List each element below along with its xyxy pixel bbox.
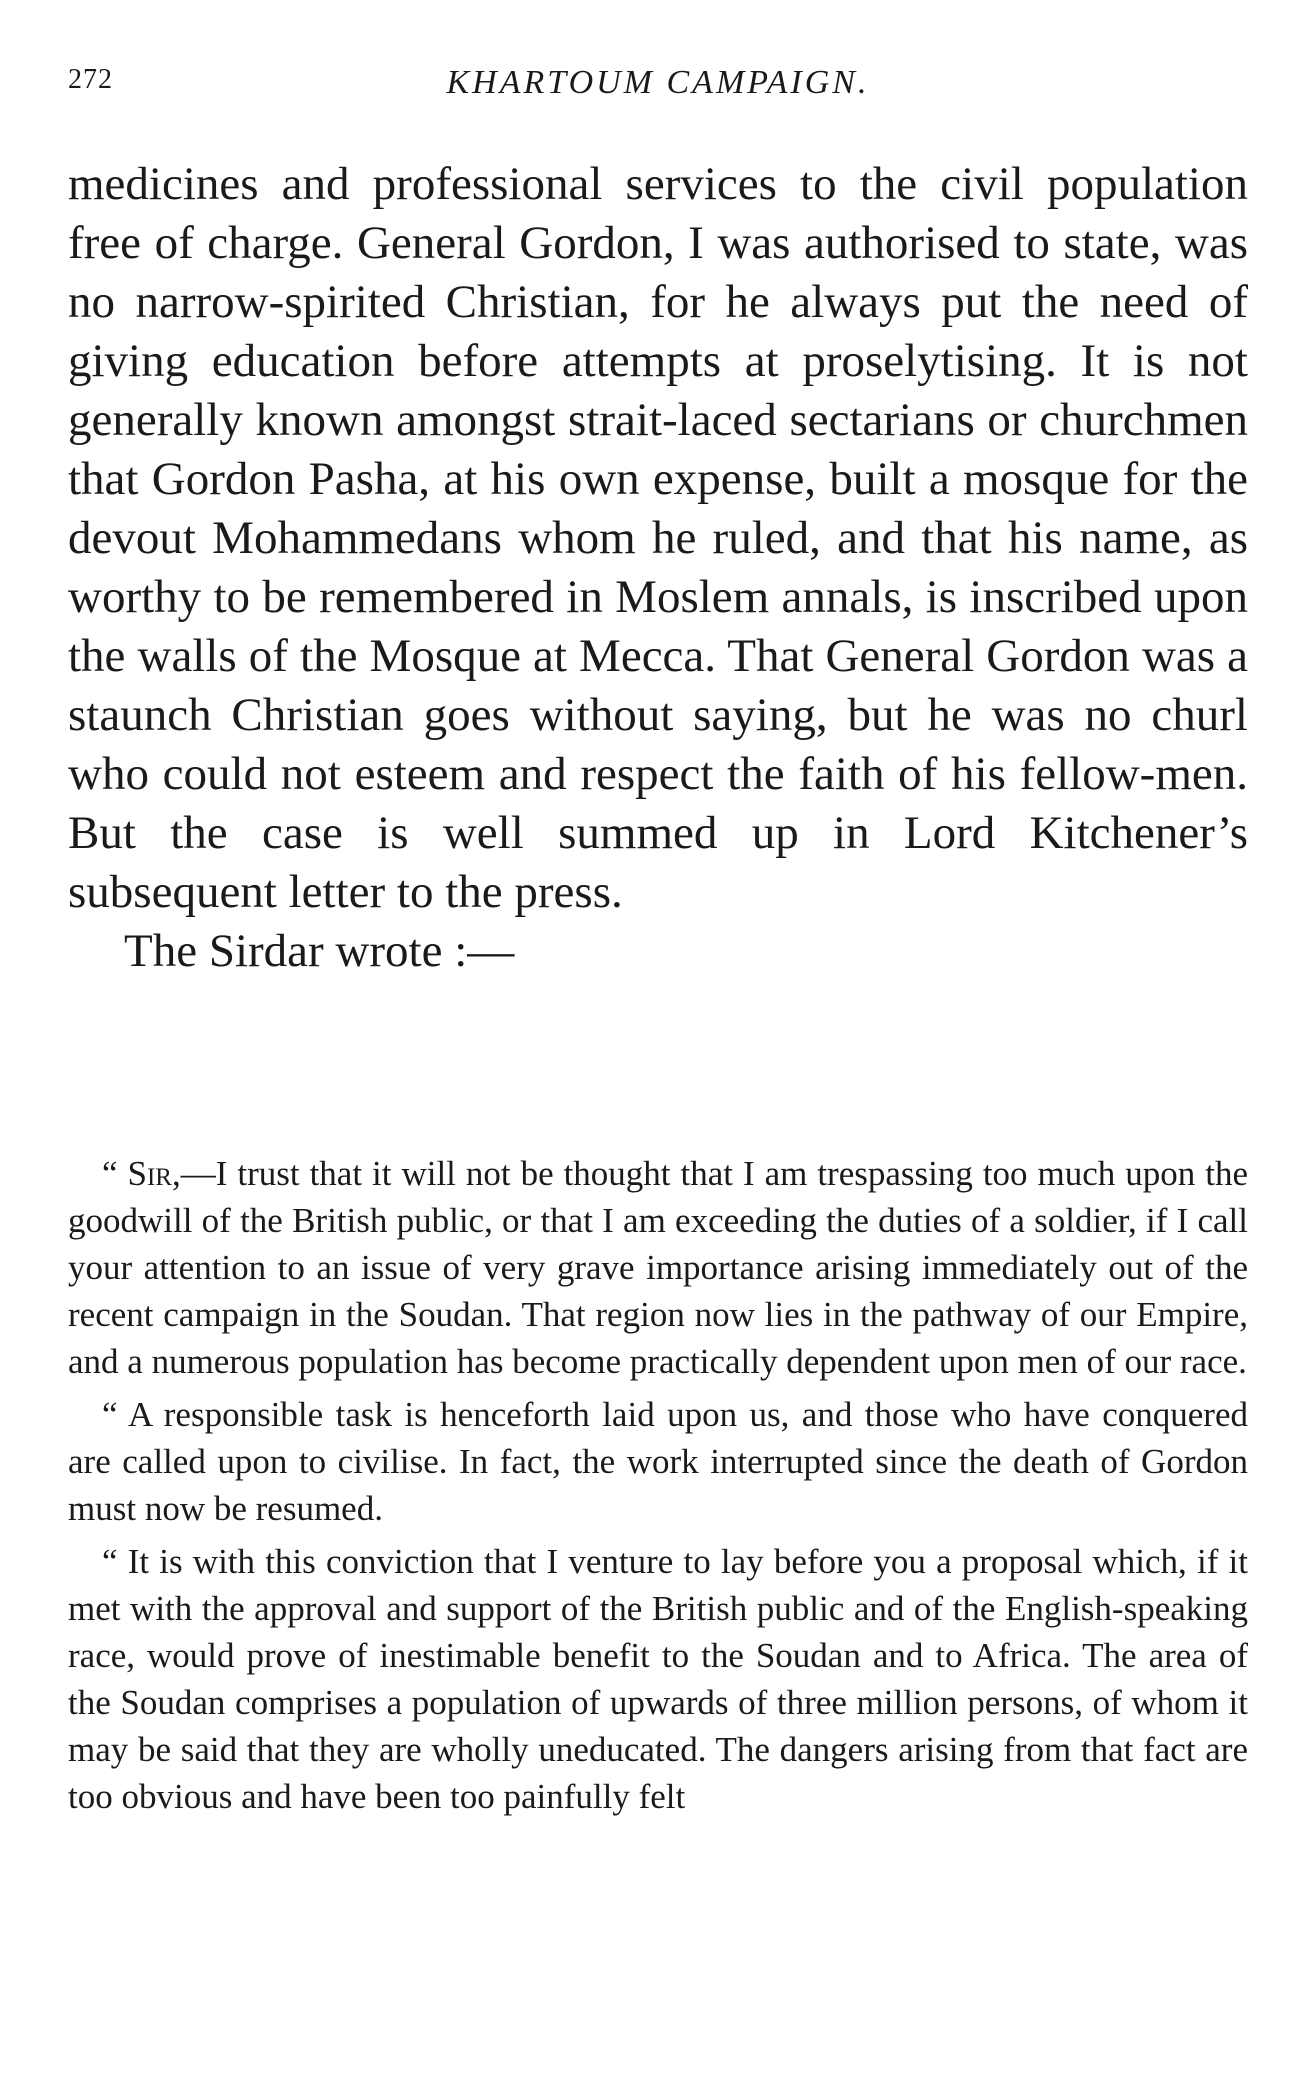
quote-paragraph-1 <box>68 1150 1248 1385</box>
page-number: 272 <box>68 64 113 95</box>
quote-paragraph-3: “ It is with this conviction that I venture to lay before you a proposal which, if it met with the approval and support of the British public and of the English-speaking race, would prove of inestimable benefit to the Soudan and to Africa. The area of the Soudan comprises a population of upwards of three million persons, of whom it may be said that they are wholly uneducated. The dangers arising from that fact are too obvious and have been too painfully felt <box>68 1542 1248 1816</box>
quoted-letter <box>68 1150 1248 1826</box>
body-text <box>68 155 1248 981</box>
quote-open-mark: “ <box>102 1154 128 1193</box>
running-head: KHARTOUM CAMPAIGN. <box>446 64 870 101</box>
body-paragraph-intro: The Sirdar wrote :— <box>124 925 515 977</box>
page-header <box>68 64 1248 108</box>
quote-salutation: Sir <box>127 1154 172 1193</box>
body-paragraph: medicines and professional services to the civil population free of charge. General Gordon, I was authorised to state, was no narrow-spirited Christian, for he always put the need of giving education before attempts at proselytising. It is not generally known amongst strait-laced sectarians or churchmen that Gordon Pasha, at his own expense, built a mosque for the devout Mohammedans whom he ruled, and that his name, as worthy to be remembered in Moslem annals, is inscribed upon the walls of the Mosque at Mecca. That General Gordon was a staunch Christian goes without saying, but he was no churl who could not esteem and respect the faith of his fellow-men. But the case is well summed up in Lord Kitchener’s subsequent letter to the press. <box>68 158 1248 918</box>
quote-paragraph-2: “ A responsible task is henceforth laid upon us, and those who have conquered are called upon to civilise. In fact, the work interrupted since the death of Gordon must now be resumed. <box>68 1395 1248 1528</box>
quote-paragraph-1-text: ,—I trust that it will not be thought that I am trespassing too much upon the goodwill of the British public, or that I am exceeding the duties of a soldier, if I call your attention to an issue of very grave importance arising immediately out of the recent campaign in the Soudan. That region now lies in the pathway of our Empire, and a numerous population has become practically dependent upon men of our race. <box>68 1154 1248 1381</box>
